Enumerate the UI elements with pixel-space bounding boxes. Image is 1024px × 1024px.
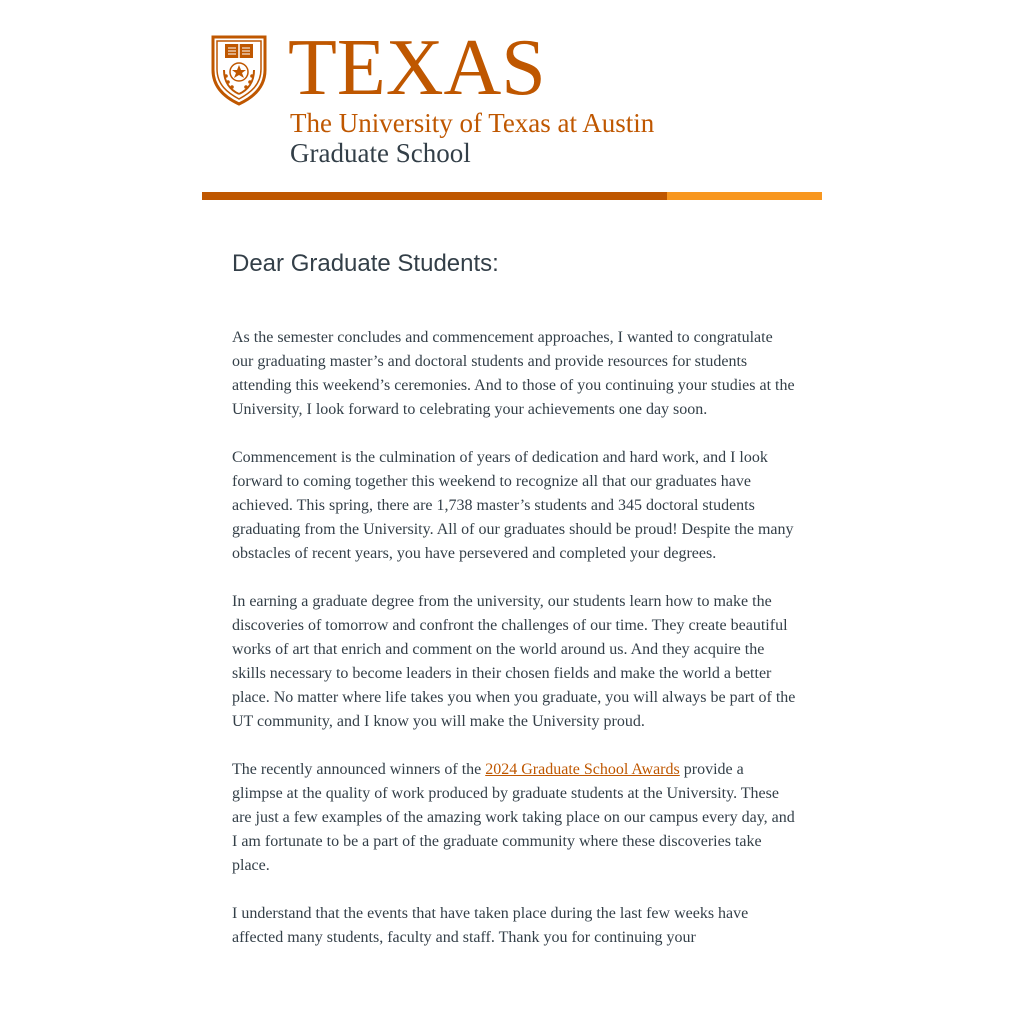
paragraph-4-end: provide a glimpse at the quality of work produced by graduate students at the University. These are just a few examples of the amazing work taking place on our campus every day, and I am fortunate to be a part of the graduate community where these discoveries take place. (232, 761, 795, 874)
texas-wordmark: TEXAS (288, 24, 546, 112)
ut-shield-icon (210, 34, 268, 106)
greeting: Dear Graduate Students: (232, 250, 499, 277)
graduate-school-awards-link[interactable]: 2024 Graduate School Awards (485, 761, 680, 778)
letter-body (232, 246, 797, 974)
paragraph-4 (232, 758, 797, 878)
paragraph-3: In earning a graduate degree from the university, our students learn how to make the discoveries of tomorrow and confront the challenges of our time. They create beautiful works of art that enrich and comment on the world around us. And they acquire the skills necessary to become leaders in their chosen fields and make the world a better place. No matter where life takes you when you graduate, you will always be part of the UT community, and I know you will make the University proud. (232, 593, 796, 730)
divider-dark-segment (202, 192, 667, 200)
paragraph-4-start: The recently announced winners of the (232, 761, 486, 778)
header-divider (202, 192, 822, 200)
paragraph-5: I understand that the events that have taken place during the last few weeks have affected many students, faculty and staff. Thank you for continuing your (232, 905, 749, 946)
paragraph-2: Commencement is the culmination of years of dedication and hard work, and I look forward to coming together this weekend to recognize all that our graduates have achieved. This spring, there are 1,738 master’s students and 345 doctoral students graduating from the University. All of our graduates should be proud! Despite the many obstacles of recent years, you have persevered and completed your degrees. (232, 449, 794, 562)
university-name: The University of Texas at Austin (290, 108, 655, 138)
divider-light-segment (667, 192, 822, 200)
paragraph-1: As the semester concludes and commencement approaches, I wanted to congratulate our graduating master’s and doctoral students and provide resources for students attending this weekend’s ceremonies. And to those of you continuing your studies at the University, I look forward to celebrating your achievements one day soon. (232, 329, 795, 418)
ut-graduate-school-logo (210, 24, 830, 174)
school-name: Graduate School (290, 138, 471, 168)
